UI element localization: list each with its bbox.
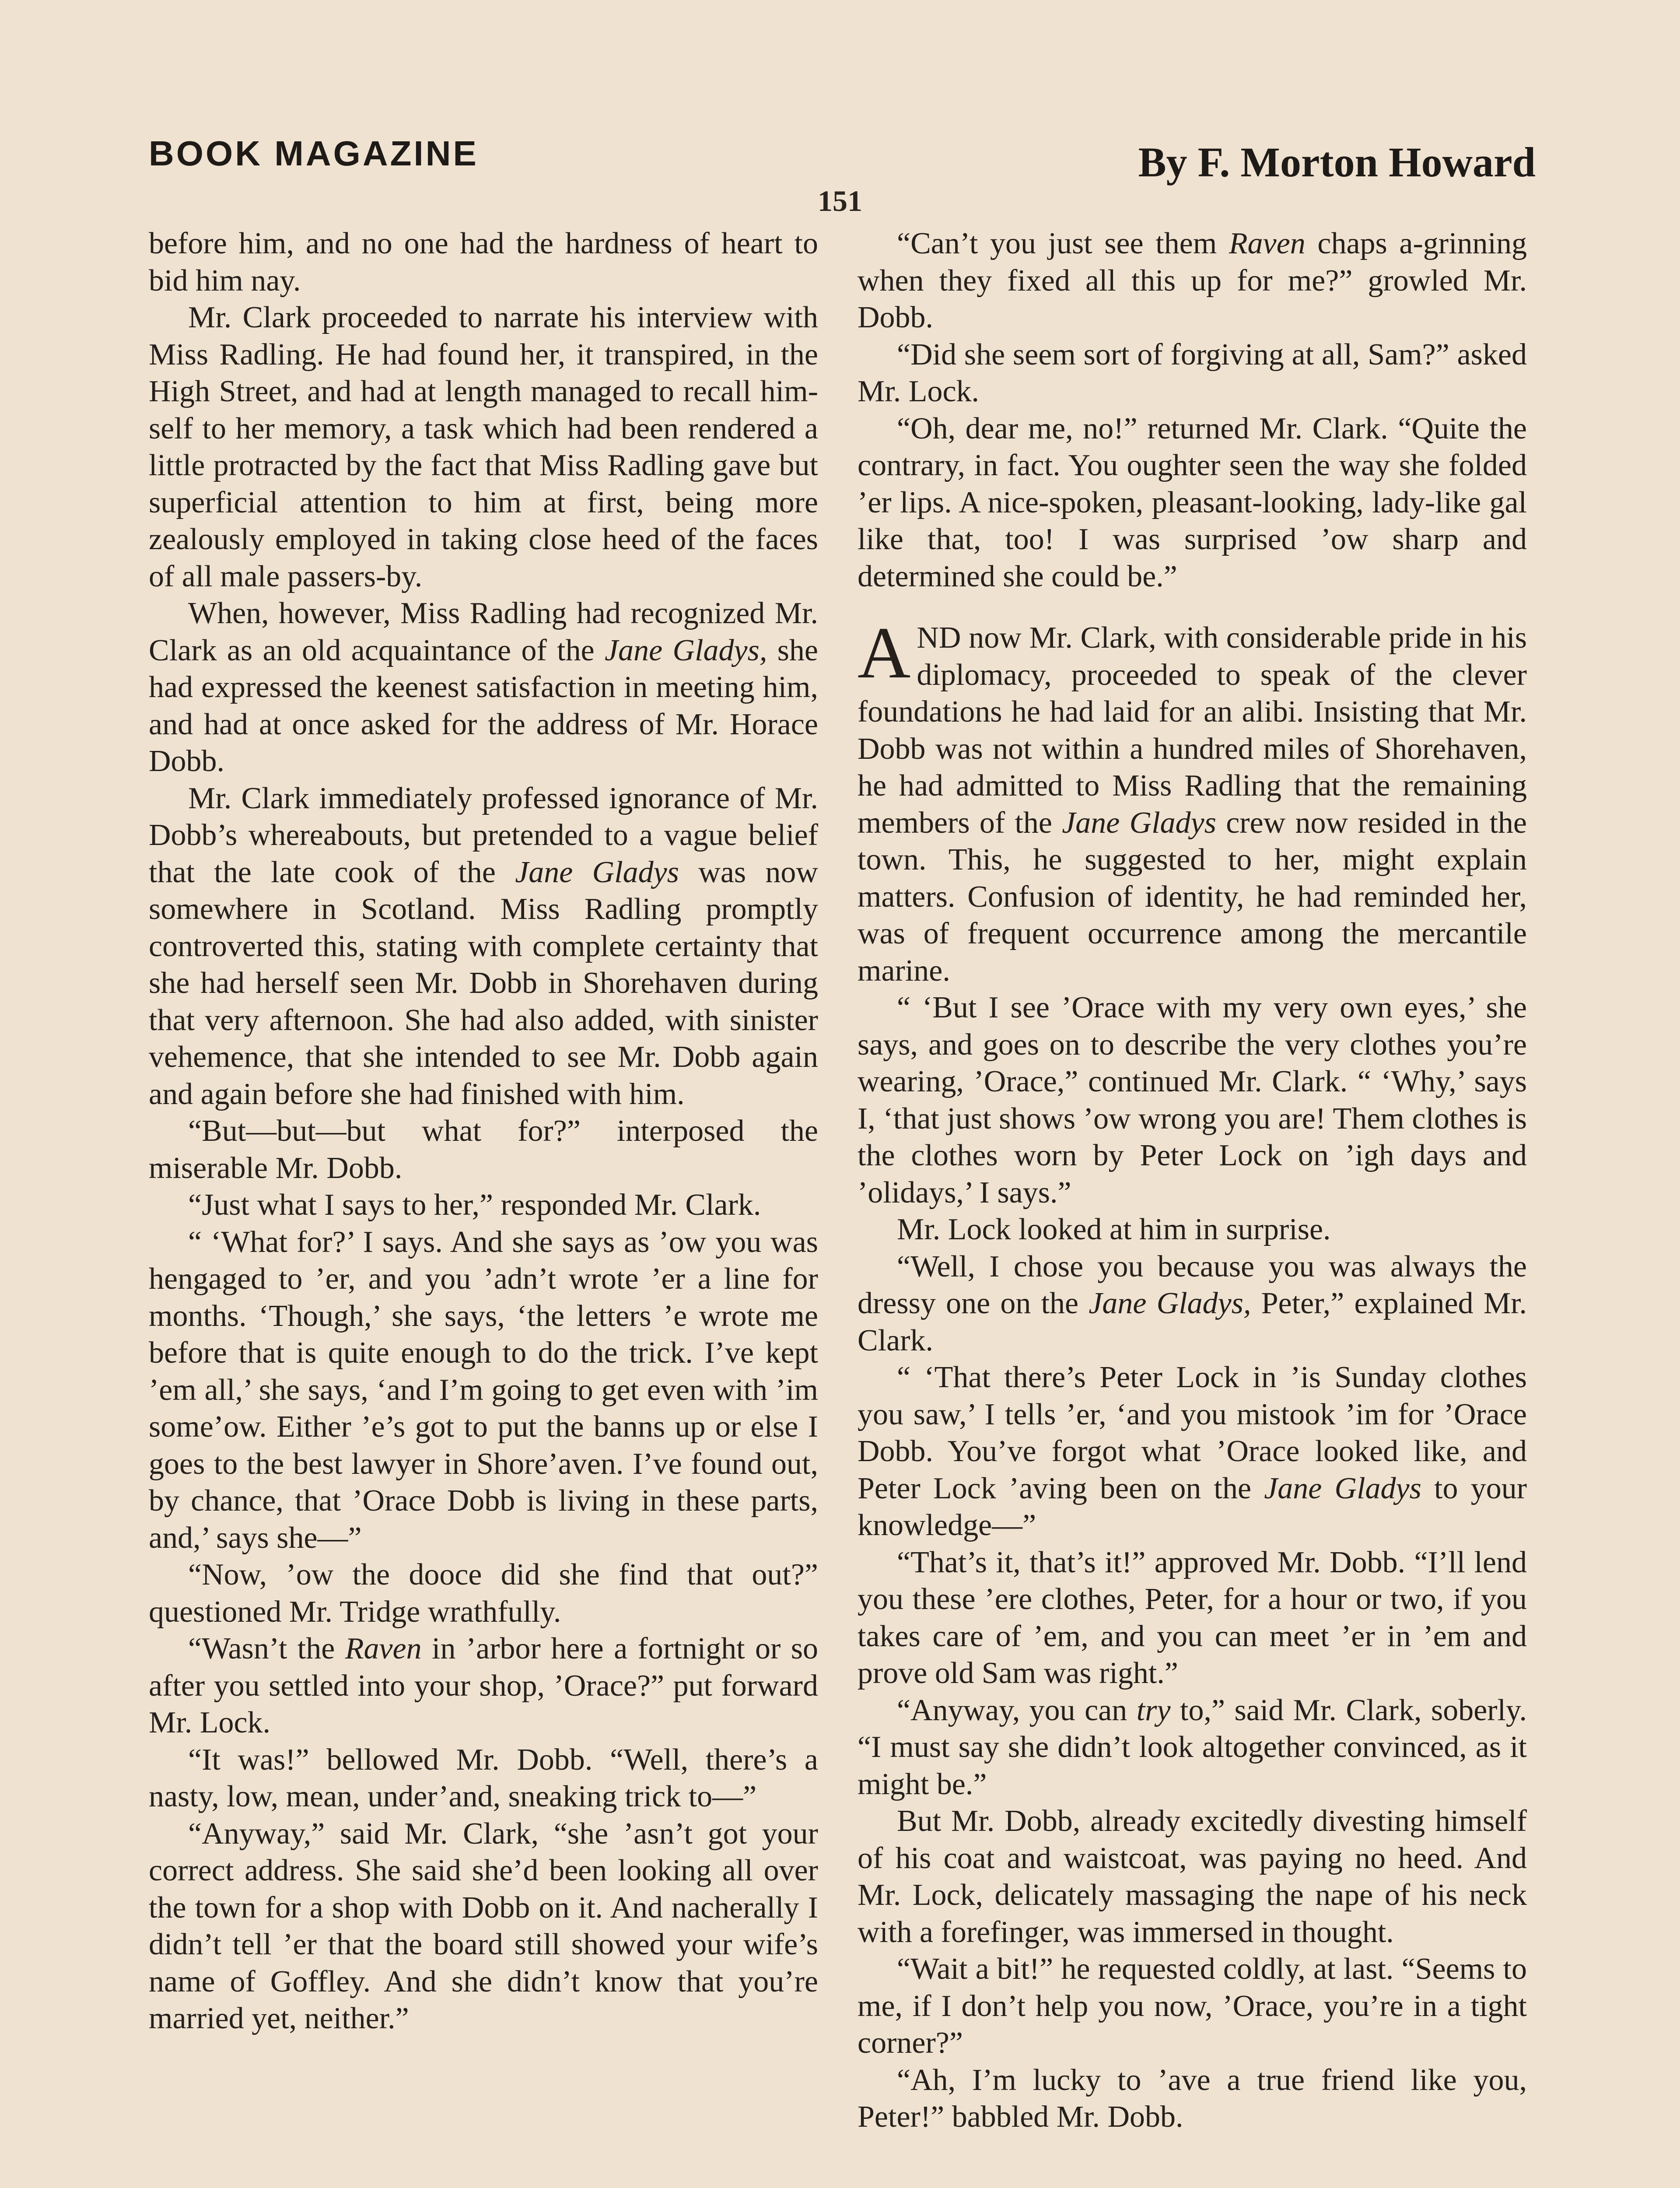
paragraph: “Well, I chose you because you was always the dressy one on the Jane Gladys, Peter,” explained Mr. Clark.: [858, 1249, 1527, 1357]
paragraph: AND now Mr. Clark, with considerable pride in his diplomacy, proceeded to speak of the clever foundations he had laid for an alibi. Insisting that Mr. Dobb was not within a hundred miles of Shorehaven, he had admitted to Miss Radling that the remaining members of the Jane Gladys crew now resided in the town. This, he suggested to her, might explain matters. Confusion of identity, he had reminded her, was of frequent occurrence among the mercantile marine.: [858, 612, 1527, 988]
magazine-title: BOOK MAGAZINE: [149, 134, 479, 173]
paragraph: “Wait a bit!” he requested coldly, at last. “Seems to me, if I don’t help you now, ’Orace, you’re in a tight corner?”: [858, 1952, 1527, 2060]
paragraph: “Now, ’ow the dooce did she find that out?” questioned Mr. Tridge wrathfully.: [149, 1558, 818, 1629]
paragraph: “That’s it, that’s it!” approved Mr. Dobb. “I’ll lend you these ’ere clothes, Peter, for a hour or two, if you takes care of ’em, and you can meet ’er in ’em and prove old Sam was right.”: [858, 1545, 1527, 1690]
paragraph: When, however, Miss Radling had recognized Mr. Clark as an old acquaintance of the Jane Gladys, she had expressed the keenest satisfaction in meeting him, and had at once asked for the address of Mr. Horace Dobb.: [149, 596, 818, 778]
paragraph: “Oh, dear me, no!” returned Mr. Clark. “Quite the contrary, in fact. You oughter seen the way she folded ’er lips. A nice-spoken, pleasant-looking, lady-like gal like that, too! I was surprised ’ow sharp and determined she could be.”: [858, 411, 1527, 593]
running-header: [149, 129, 1536, 186]
paragraph: “Anyway, you can try to,” said Mr. Clark, soberly. “I must say she didn’t look altogether convinced, as it might be.”: [858, 1693, 1527, 1801]
paragraph: “Wasn’t the Raven in ’arbor here a fortnight or so after you settled into your shop, ’Orace?” put forward Mr. Lock.: [149, 1632, 818, 1739]
paragraph: “Ah, I’m lucky to ’ave a true friend like you, Peter!” babbled Mr. Dobb.: [858, 2063, 1527, 2134]
paragraph: “Did she seem sort of forgiving at all, Sam?” asked Mr. Lock.: [858, 337, 1527, 408]
paragraph: But Mr. Dobb, already excitedly divesting himself of his coat and waistcoat, was paying no heed. And Mr. Lock, delicately massaging the nape of his neck with a forefinger, was immersed in thought.: [858, 1804, 1527, 1949]
paragraph: “Anyway,” said Mr. Clark, “she ’asn’t got your correct address. She said she’d been looking all over the town for a shop with Dobb on it. And nacherally I didn’t tell ’er that the board still showed your wife’s name of Goffley. And she didn’t know that you’re married yet, neither.”: [149, 1816, 818, 2035]
paragraph: Mr. Clark immediately professed ignorance of Mr. Dobb’s whereabouts, but pretended to a vague belief that the late cook of the Jane Gladys was now somewhere in Scotland. Miss Radling promptly controverted this, stating with complete certainty that she had herself seen Mr. Dobb in Shorehaven during that very afternoon. She had also added, with sinister vehemence, that she intended to see Mr. Dobb again and again before she had finished with him.: [149, 781, 818, 1111]
paragraph: “ ‘But I see ’Orace with my very own eyes,’ she says, and goes on to describe the very clothes you’re wearing, ’Orace,” continued Mr. Clark. “ ‘Why,’ says I, ‘that just shows ’ow wrong you are! Them clothes is the clothes worn by Peter Lock on ’igh days and ’olidays,’ I says.”: [858, 991, 1527, 1210]
drop-cap: A: [858, 612, 911, 694]
right-text-column: [858, 225, 1527, 2136]
paragraph: “Just what I says to her,” responded Mr. Clark.: [188, 1188, 761, 1222]
paragraph: Mr. Clark proceeded to narrate his interview with Miss Radling. He had found her, it transpired, in the High Street, and had at length managed to recall himself to her memory, a task which had been rendered a little protracted by the fact that Miss Radling gave but superficial attention to him at first, being more zealously employed in taking close heed of the faces of all male passers-by.: [149, 301, 818, 593]
left-text-column: [149, 225, 818, 2037]
paragraph: “ ‘That there’s Peter Lock in ’is Sunday clothes you saw,’ I tells ’er, ‘and you mistook ’im for ’Orace Dobb. You’ve forgot what ’Orace looked like, and Peter Lock ’aving been on the Jane Gladys to your knowledge—”: [858, 1360, 1527, 1542]
paragraph: “It was!” bellowed Mr. Dobb. “Well, there’s a nasty, low, mean, under’and, sneaking trick to—”: [149, 1743, 818, 1813]
paragraph: “Can’t you just see them Raven chaps a-grinning when they fixed all this up for me?” growled Mr. Dobb.: [858, 227, 1527, 334]
paragraph: Mr. Lock looked at him in surprise.: [897, 1213, 1331, 1246]
author-byline: By F. Morton Howard: [1138, 139, 1536, 186]
paragraph: “ ‘What for?’ I says. And she says as ’ow you was hengaged to ’er, and you ’adn’t wrote ’er a line for months. ‘Though,’ she says, ‘the letters ’e wrote me before that is quite enough to do the trick. I’ve kept ’em all,’ she says, ‘and I’m going to get even with ’im some’ow. Either ’e’s got to put the banns up or else I goes to the best lawyer in Shore’aven. I’ve found out, by chance, that ’Orace Dobb is living in these parts, and,’ says she—”: [149, 1225, 818, 1555]
page-number: 151: [818, 184, 862, 217]
paragraph: before him, and no one had the hardness of heart to bid him nay.: [149, 227, 818, 298]
paragraph: “But—but—but what for?” interposed the miserable Mr. Dobb.: [149, 1114, 818, 1185]
